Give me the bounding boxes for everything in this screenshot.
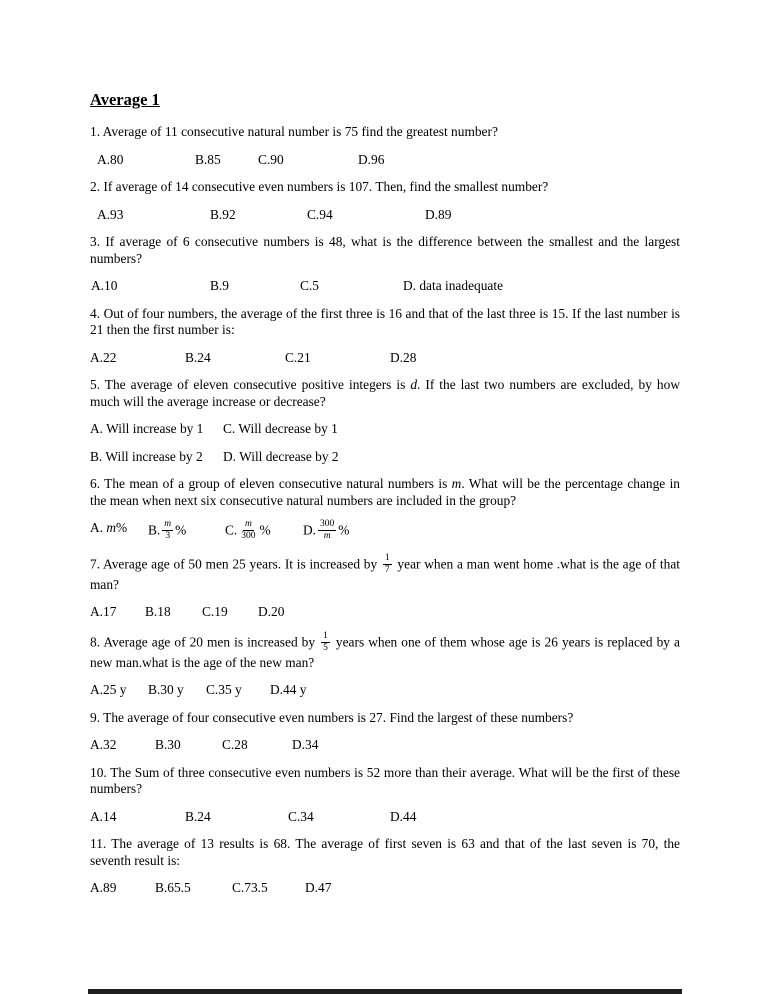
text-run: D. (303, 522, 317, 538)
text-run: A.17 (90, 604, 117, 620)
text-run: C.90 (258, 151, 284, 167)
fraction: $\frac{300}{m}$ (320, 519, 335, 541)
text-run: D.44 y (270, 682, 307, 698)
text-run: A.93 (97, 206, 124, 222)
question-2 (90, 179, 680, 223)
options-row (90, 449, 680, 466)
options-row (90, 520, 680, 543)
text-run: 2. If average of 14 consecutive even numbers is 107. Then, find the smallest number? (90, 179, 549, 194)
answer-option (232, 880, 305, 897)
question-text (90, 377, 680, 410)
answer-option (202, 604, 258, 621)
text-run: 5. The average of eleven consecutive positive integers is (90, 377, 411, 392)
text-run: . What will be the percentage change in the mean when next six consecutive natural numbers are included in the group? (90, 476, 681, 508)
question-4 (90, 306, 680, 367)
question-8 (90, 632, 680, 699)
text-run: C.28 (222, 737, 248, 753)
question-text (90, 306, 680, 339)
document-content (90, 90, 680, 908)
text-run: C.94 (307, 206, 333, 222)
text-run: C. (225, 522, 238, 538)
question-text (90, 124, 680, 141)
answer-option (270, 682, 306, 699)
answer-option (425, 207, 451, 224)
answer-option (288, 809, 390, 826)
text-run: 6. The mean of a group of eleven consecutive natural numbers is (90, 476, 452, 491)
answer-option (390, 350, 416, 367)
text-run: B.24 (185, 808, 211, 824)
options-row (90, 737, 680, 754)
answer-option (90, 682, 148, 699)
text-run: year when a man went home .what is the age of that man? (90, 556, 681, 592)
text-run: 9. The average of four consecutive even numbers is 27. Find the largest of these numbers? (90, 709, 574, 725)
question-1 (90, 124, 680, 168)
question-9 (90, 710, 680, 754)
options-row (90, 152, 680, 169)
text-run: B.85 (195, 151, 221, 167)
answer-option (90, 880, 155, 897)
answer-option (258, 604, 284, 621)
answer-option (223, 449, 339, 466)
text-run: A.89 (90, 880, 117, 896)
options-row (90, 421, 680, 438)
text-run: D. data inadequate (403, 278, 504, 293)
document-title: Average 1 (90, 90, 160, 109)
text-run: C.73.5 (232, 880, 268, 896)
text-run: A.80 (97, 151, 124, 167)
answer-option (90, 421, 223, 438)
question-text (90, 234, 680, 267)
text-run: D.89 (425, 206, 452, 222)
answer-option (285, 350, 390, 367)
text-run: % (338, 522, 350, 538)
answer-option (195, 152, 258, 169)
text-run: A.22 (90, 349, 117, 365)
answer-option (222, 737, 292, 754)
answer-option (305, 880, 331, 897)
answer-option (403, 278, 503, 295)
answer-option (258, 152, 358, 169)
question-text (90, 179, 680, 196)
answer-option (145, 604, 202, 621)
answer-option (223, 421, 338, 438)
answer-option (90, 737, 155, 754)
math-variable: m (106, 520, 117, 535)
answer-option (292, 737, 318, 754)
text-run: A.25 y (90, 682, 127, 698)
text-run: % (259, 522, 271, 538)
next-page-edge (88, 989, 682, 994)
text-run: D.34 (292, 737, 319, 753)
answer-option (210, 207, 307, 224)
text-run: B.24 (185, 349, 211, 365)
question-text (90, 476, 680, 509)
question-3 (90, 234, 680, 295)
options-row (90, 278, 680, 295)
answer-option (148, 682, 206, 699)
text-run: A. (90, 520, 107, 535)
text-run: % (116, 520, 128, 535)
text-run: A.10 (91, 278, 118, 293)
text-run: D.96 (358, 151, 385, 167)
answer-option (148, 520, 225, 543)
options-row (90, 809, 680, 826)
math-variable: m (451, 476, 462, 491)
answer-option (90, 449, 223, 466)
answer-option (358, 152, 384, 169)
text-run: 3. If average of 6 consecutive numbers is 48, what is the difference between the smallest and the largest numbers? (90, 234, 680, 266)
text-run: C.35 y (206, 682, 242, 698)
answer-option (300, 278, 403, 295)
fraction: $\frac{m}{3}$ (164, 519, 172, 541)
options-row (90, 880, 680, 897)
answer-option (90, 350, 185, 367)
fraction: $\frac{1}{7}$ (384, 552, 390, 575)
text-run: B.9 (210, 278, 229, 293)
text-run: A. Will increase by 1 (90, 421, 204, 436)
text-run: A.32 (90, 737, 117, 753)
text-run: 1. Average of 11 consecutive natural number is 75 find the greatest number? (90, 124, 498, 139)
text-run: B. Will increase by 2 (90, 448, 203, 464)
answer-option (206, 682, 270, 699)
text-run: D.44 (390, 808, 417, 824)
text-run: C.34 (288, 808, 314, 824)
answer-option (307, 207, 425, 224)
text-run: D.47 (305, 880, 332, 896)
options-row (90, 682, 680, 699)
question-text (90, 765, 680, 798)
answer-option (90, 520, 148, 537)
text-run: 8. Average age of 20 men is increased by (90, 634, 320, 650)
options-row (90, 207, 680, 224)
text-run: D. Will decrease by 2 (223, 448, 339, 464)
answer-option (97, 207, 210, 224)
text-run: 10. The Sum of three consecutive even numbers is 52 more than their average. What will be the first of these numbers? (90, 764, 680, 797)
options-row (90, 604, 680, 621)
answer-option (210, 278, 300, 295)
text-run: % (175, 522, 187, 538)
question-10 (90, 765, 680, 826)
answer-option (90, 809, 185, 826)
answer-option (97, 152, 195, 169)
answer-option (91, 278, 210, 295)
text-run: B. (148, 522, 161, 538)
text-run: B.18 (145, 604, 171, 620)
text-run: 7. Average age of 50 men 25 years. It is increased by (90, 556, 381, 572)
text-run: A.14 (90, 808, 117, 824)
text-run: B.30 (155, 737, 181, 753)
text-run: C.21 (285, 349, 311, 365)
answer-option (90, 604, 145, 621)
answer-option (185, 350, 285, 367)
text-run: C.5 (300, 278, 319, 293)
text-run: . If the last two numbers are excluded, by how much will the average increase or decrease? (90, 377, 680, 409)
text-run: D.28 (390, 349, 417, 365)
question-11 (90, 836, 680, 897)
options-row (90, 350, 680, 367)
question-text (90, 632, 680, 671)
question-7 (90, 554, 680, 621)
question-text (90, 554, 680, 593)
answer-option (155, 880, 232, 897)
answer-option (185, 809, 288, 826)
text-run: 11. The average of 13 results is 68. The average of first seven is 63 and that of the last seven is 70, the seventh result is: (90, 836, 680, 868)
fraction: $\frac{m}{300}$ (241, 519, 256, 541)
answer-option (225, 520, 303, 543)
text-run: C.19 (202, 604, 228, 620)
question-text (90, 710, 680, 727)
text-run: B.65.5 (155, 880, 191, 896)
answer-option (390, 809, 416, 826)
question-list (90, 124, 680, 897)
question-6 (90, 476, 680, 543)
answer-option (303, 520, 349, 543)
math-variable: d (410, 377, 418, 392)
fraction: $\frac{1}{5}$ (323, 630, 328, 653)
text-run: years when one of them whose age is 26 years is replaced by a new man.what is the age of the new man? (90, 634, 680, 670)
answer-option (155, 737, 222, 754)
question-5 (90, 377, 680, 465)
text-run: C. Will decrease by 1 (223, 421, 338, 436)
text-run: 4. Out of four numbers, the average of the first three is 16 and that of the last three is 15. If the last number is 21 then the first number is: (90, 305, 680, 337)
text-run: D.20 (258, 604, 285, 620)
text-run: B.30 y (148, 682, 184, 698)
question-text (90, 836, 680, 869)
text-run: B.92 (210, 206, 236, 222)
